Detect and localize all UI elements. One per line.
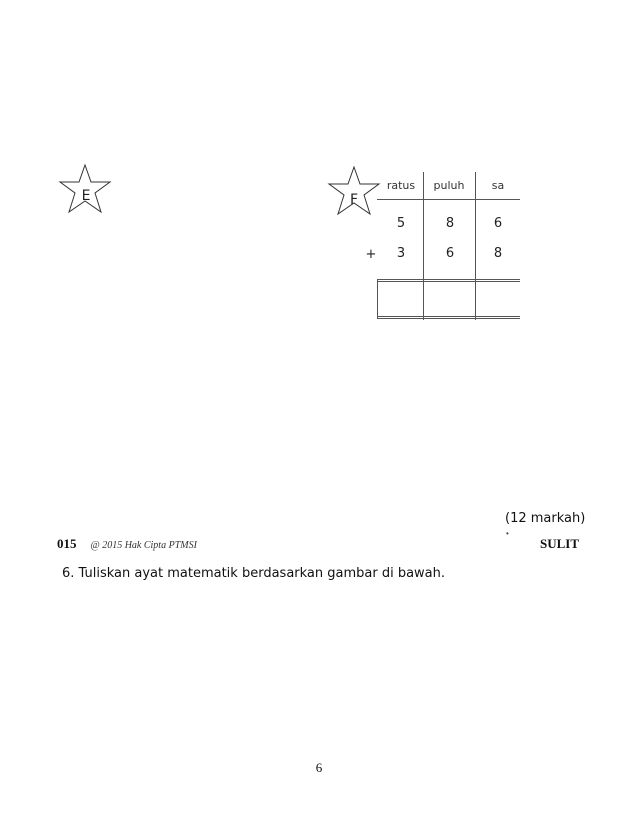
digit-r2-ratus: 3 [396,246,406,261]
question-text: 6. Tuliskan ayat matematik berdasarkan gambar di bawah. [62,566,446,581]
star-f-icon [327,165,381,217]
digit-r2-puluh: 6 [445,246,455,261]
answer-top-rule [377,279,520,280]
digit-r1-puluh: 8 [445,216,455,231]
star-e-label: E [81,188,91,204]
footer-left [57,536,197,552]
answer-left-edge [377,280,378,318]
header-sa: sa [491,179,505,192]
marks-label: (12 markah) [505,511,586,526]
footer-code: 015 [57,536,77,551]
star-f-label: F [349,192,359,208]
table-divider-1 [423,172,424,320]
header-ratus: ratus [386,179,416,192]
page-number: 6 [315,760,323,775]
answer-bottom-rule [377,316,520,317]
header-rule [377,199,520,200]
plus-sign: + [365,247,377,262]
header-puluh: puluh [433,179,465,192]
small-dot: • [506,529,509,538]
answer-top-rule-2 [377,281,520,282]
digit-r2-sa: 8 [493,246,503,261]
footer-sulit: SULIT [540,536,580,551]
answer-bottom-rule-2 [377,318,520,319]
digit-r1-sa: 6 [493,216,503,231]
digit-r1-ratus: 5 [396,216,406,231]
table-divider-2 [475,172,476,320]
footer-copyright: @ 2015 Hak Cipta PTMSI [90,540,197,551]
